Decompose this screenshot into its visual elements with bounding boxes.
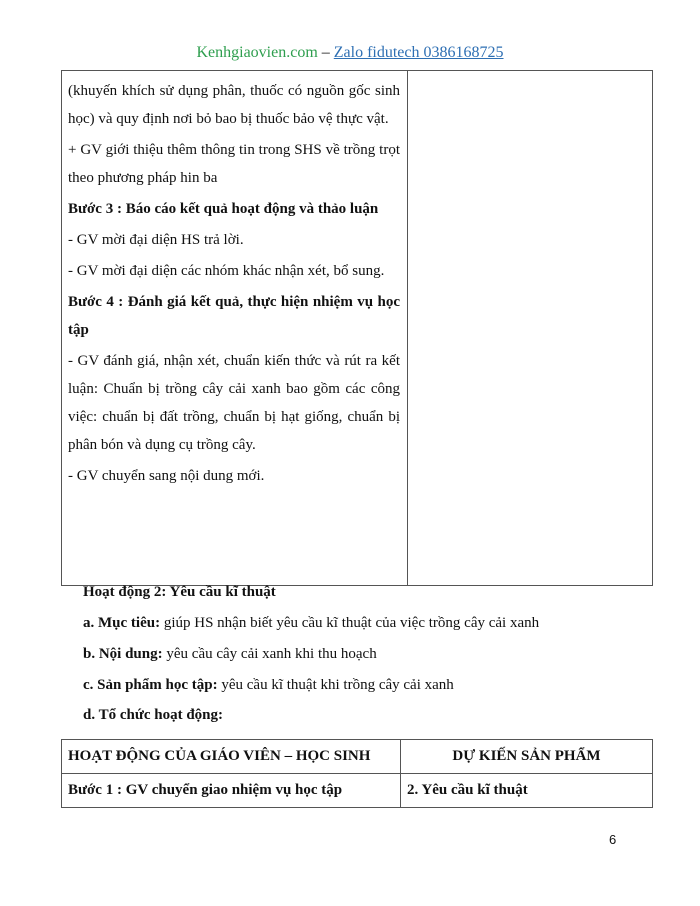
- paragraph: - GV chuyển sang nội dung mới.: [68, 468, 265, 484]
- column-header: HOẠT ĐỘNG CỦA GIÁO VIÊN – HỌC SINH: [62, 740, 401, 774]
- product-line: [83, 677, 454, 694]
- paragraph: - GV đánh giá, nhận xét, chuẩn kiến thức và rút ra kết luận: Chuẩn bị trồng cây cải xanh bao gồm các công việc: chuẩn bị đất trồng, chuẩn bị hạt giống, chuẩn bị phân bón và dụng cụ trồng cây.: [68, 353, 400, 453]
- objective-label: a. Mục tiêu:: [83, 615, 161, 631]
- content-line: [83, 646, 377, 663]
- content-text: yêu cầu cây cải xanh khi thu hoạch: [162, 646, 377, 662]
- page-number: 6: [609, 832, 617, 847]
- header-separator: –: [317, 44, 334, 61]
- activity-2-title: Hoạt động 2: Yêu cầu kĩ thuật: [83, 584, 276, 600]
- table-cell: 2. Yêu cầu kĩ thuật: [401, 774, 653, 808]
- table-row: [62, 774, 653, 808]
- teacher-student-cell: [62, 71, 408, 586]
- paragraph: + GV giới thiệu thêm thông tin trong SHS về trồng trọt theo phương pháp hin ba: [68, 142, 400, 186]
- organization-line: [83, 707, 223, 724]
- page-header: [0, 44, 700, 62]
- paragraph: - GV mời đại diện HS trả lời.: [68, 232, 244, 248]
- objective-line: [83, 615, 539, 632]
- product-label: c. Sản phẩm học tập:: [83, 677, 218, 693]
- activity-table-continued: [61, 70, 653, 586]
- contact-link[interactable]: Zalo fidutech 0386168725: [333, 44, 504, 61]
- expected-product-cell: [408, 71, 653, 586]
- objective-text: giúp HS nhận biết yêu cầu kĩ thuật của việc trồng cây cải xanh: [160, 615, 540, 631]
- paragraph: (khuyến khích sử dụng phân, thuốc có nguồn gốc sinh học) và quy định nơi bỏ bao bị thuốc bảo vệ thực vật.: [68, 83, 400, 127]
- table-cell: Bước 1 : GV chuyển giao nhiệm vụ học tập: [62, 774, 401, 808]
- organization-label: d. Tổ chức hoạt động:: [83, 707, 224, 723]
- activity-2-table: [61, 739, 653, 808]
- table-header-row: [62, 740, 653, 774]
- step-4-heading: Bước 4 : Đánh giá kết quả, thực hiện nhiệm vụ học tập: [68, 294, 400, 338]
- content-label: b. Nội dung:: [83, 646, 163, 662]
- paragraph: - GV mời đại diện các nhóm khác nhận xét, bổ sung.: [68, 263, 385, 279]
- product-text: yêu cầu kĩ thuật khi trồng cây cải xanh: [217, 677, 454, 693]
- site-name: Kenhgiaovien.com: [196, 44, 318, 61]
- step-3-heading: Bước 3 : Báo cáo kết quả hoạt động và thảo luận: [68, 201, 379, 217]
- column-header: DỰ KIẾN SẢN PHẨM: [401, 740, 653, 774]
